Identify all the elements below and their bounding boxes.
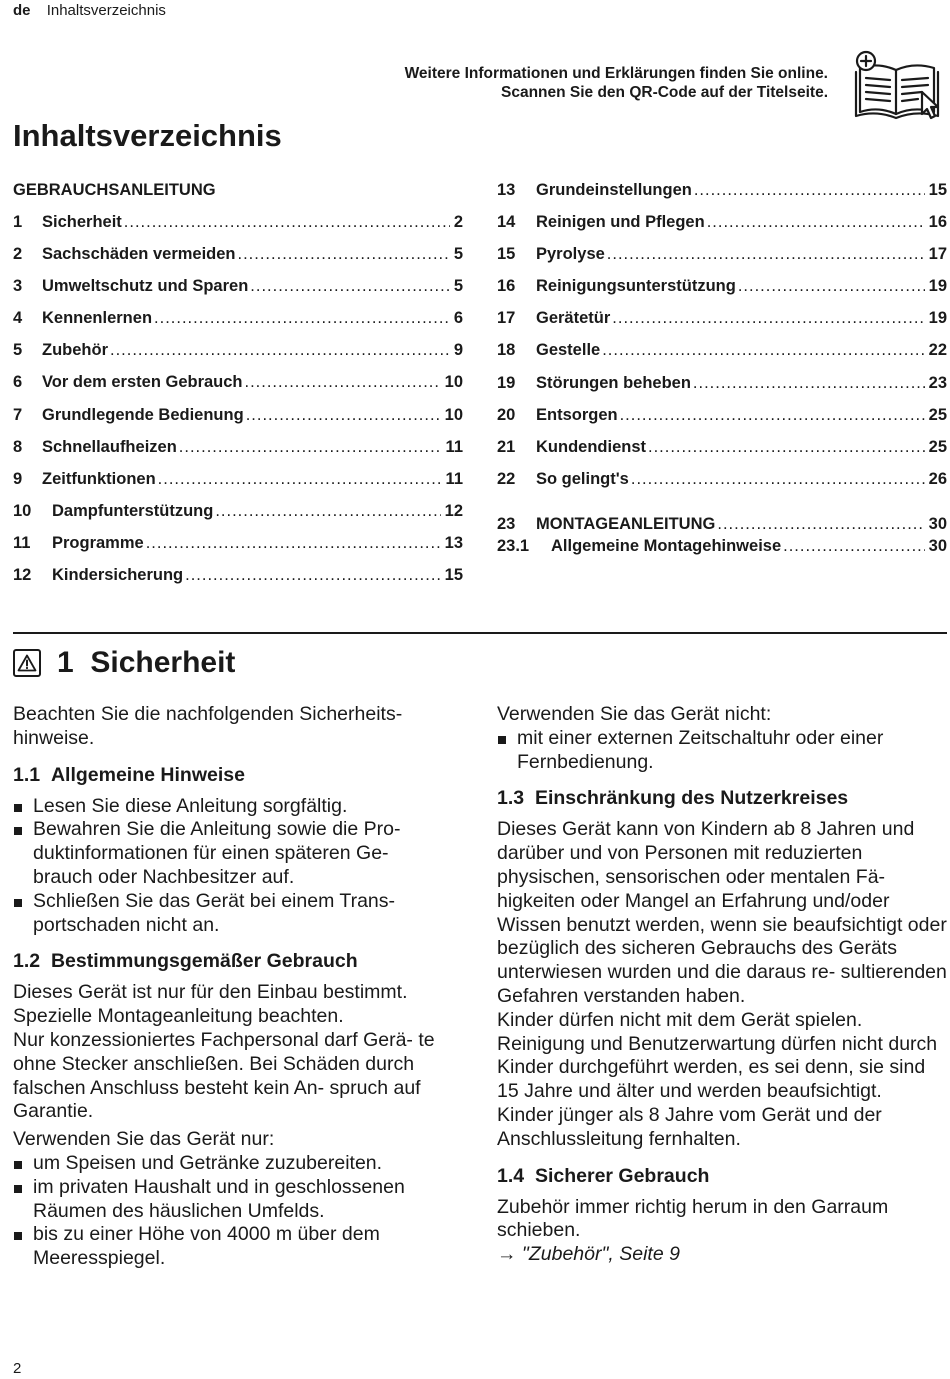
body-right-column [497,703,947,1277]
toc-entry[interactable] [497,465,947,497]
toc-page: 11 [445,469,463,488]
toc-number: 20 [497,405,516,424]
toc-entry[interactable] [13,240,463,272]
subsection-title: Einschränkung des Nutzerkreises [534,787,849,810]
toc-title: Kennenlernen [42,309,153,328]
toc-title: Schnellaufheizen [42,437,177,456]
subsection-number: 1.1 [13,763,41,786]
toc-heading: GEBRAUCHSANLEITUNG [13,181,216,199]
toc-page: 25 [928,405,947,424]
toc-leader-dots [602,336,924,364]
toc-leader-dots [693,369,925,397]
subsection-number: 1.3 [497,787,525,810]
toc-entry[interactable] [497,272,947,304]
toc-entry[interactable] [13,497,463,529]
toc-entry[interactable] [497,433,947,465]
list-item: Bewahren Sie die Anleitung sowie die Pro- duktinformationen für einen späteren Ge- brauch oder Nachbesitzer auf. [13,818,453,889]
toc-leader-dots [110,336,450,364]
toc-leader-dots [245,368,441,396]
subsection-heading-1-2 [13,949,453,973]
running-header [13,2,166,19]
toc-number: 11 [13,533,31,552]
paragraph: Verwenden Sie das Gerät nicht: [497,703,772,725]
running-header-title: Inhaltsverzeichnis [46,2,166,19]
toc-leader-dots [246,401,441,429]
section-heading [13,646,235,680]
toc-leader-dots [607,240,925,268]
toc-number: 23.1 [497,536,530,555]
toc-page: 19 [928,277,947,296]
toc-leader-dots [631,465,925,493]
toc-entry[interactable] [497,240,947,272]
toc-right-column [497,176,947,557]
toc-page: 13 [444,533,463,552]
toc-page: 10 [444,373,463,392]
toc-page: 30 [928,514,947,533]
toc-page: 11 [445,437,463,456]
toc-title: Pyrolyse [536,245,605,264]
toc-entry[interactable] [497,176,947,208]
toc-number: 21 [497,437,516,456]
subsection-title: Sicherer Gebrauch [534,1164,710,1187]
section-number: 1 [57,646,74,679]
toc-title: Störungen beheben [536,373,691,392]
toc-entry[interactable] [497,208,947,240]
toc-entry[interactable] [13,304,463,336]
toc-page: 16 [928,213,947,232]
toc-page: 5 [453,245,463,264]
list-item: mit einer externen Zeitschaltuhr oder einer Fernbedienung. [497,727,947,775]
toc-leader-dots [215,497,440,525]
list-item: im privaten Haushalt und in geschlossenen Räumen des häuslichen Umfelds. [13,1176,453,1224]
cross-reference-link[interactable]: → "Zubehör", Seite 9 [497,1243,680,1266]
language-code: de [13,2,31,19]
open-book-plus-cursor-icon [852,48,944,122]
toc-number: 7 [13,405,23,424]
toc-title: So gelingt's [536,469,629,488]
paragraph: Dieses Gerät ist nur für den Einbau bestimmt. Spezielle Montageanleitung beachten. [13,981,408,1028]
toc-number: 13 [497,181,516,199]
toc-leader-dots [717,513,924,535]
toc-page: 23 [928,373,947,392]
paragraph: Kinder dürfen nicht mit dem Gerät spielen. [497,1008,863,1031]
toc-entry[interactable] [13,401,463,433]
toc-entry[interactable] [497,369,947,401]
toc-entry[interactable] [13,336,463,368]
toc-number: 14 [497,213,516,232]
toc-page: 12 [444,501,463,520]
toc-title: Vor dem ersten Gebrauch [42,373,243,392]
subsection-title: Bestimmungsgemäßer Gebrauch [50,950,358,973]
toc-leader-dots [146,529,441,557]
toc-page: 26 [928,469,947,488]
toc-leader-dots [250,272,450,300]
toc-number: 18 [497,341,516,360]
toc-entry[interactable] [13,208,463,240]
toc-page: 17 [928,245,947,264]
toc-title: Kindersicherung [52,566,184,585]
toc-leader-dots [179,433,442,461]
toc-spacer [497,497,947,513]
bullet-list-usage [13,1152,453,1271]
toc-number: 1 [13,213,23,231]
toc-page: 15 [444,566,463,585]
toc-page: 25 [928,437,947,456]
section-divider [13,632,947,634]
toc-page: 22 [928,341,947,360]
toc-title: Sachschäden vermeiden [42,245,236,264]
intro-line: hinweise. [13,726,95,749]
toc-number: 3 [13,277,23,296]
toc-leader-dots [648,433,925,461]
toc-leader-dots [694,176,925,204]
list-item: bis zu einer Höhe von 4000 m über dem Meeresspiegel. [13,1223,453,1271]
toc-leader-dots [185,561,441,589]
toc-number: 9 [13,469,23,488]
toc-entry[interactable] [497,513,947,535]
toc-number: 5 [13,341,23,360]
paragraph: Reinigung und Benutzerwartung dürfen nicht durch Kinder durchgeführt werden, es sei denn, sie sind 15 Jahre und älter und werden beaufsichtigt. [497,1032,938,1103]
toc-title: Gestelle [536,341,601,360]
toc-page: 19 [928,309,947,328]
toc-number: 19 [497,373,516,392]
online-info-line-2: Scannen Sie den QR-Code auf der Titelseite. [500,84,828,101]
toc-number: 2 [13,245,23,264]
toc-number: 12 [13,566,32,585]
toc-number: 15 [497,245,516,264]
toc-number: 23 [497,514,516,533]
toc-page: 2 [453,213,463,231]
paragraph: Verwenden Sie das Gerät nur: [13,1128,275,1151]
subsection-title: Allgemeine Hinweise [50,763,245,786]
online-info-line-1: Weitere Informationen und Erklärungen finden Sie online. [404,65,828,82]
section-title: Sicherheit [90,646,236,679]
subsection-number: 1.2 [13,950,41,973]
toc-number: 6 [13,373,23,392]
paragraph: Zubehör immer richtig herum in den Garraum schieben. [497,1195,889,1242]
toc-title: Sicherheit [42,213,122,231]
toc-page: 6 [453,309,463,328]
paragraph: Nur konzessioniertes Fachpersonal darf Gerä- te ohne Stecker anschließen. Bei Schäden durch falschen Anschluss besteht kein An- spruch auf Garantie. [13,1028,435,1123]
page-number: 2 [13,1360,22,1377]
toc-leader-dots [238,240,450,268]
toc-number: 16 [497,277,516,296]
toc-title: Grundeinstellungen [536,181,692,199]
toc-page: 15 [928,181,947,199]
intro-line: Beachten Sie die nachfolgenden Sicherheits- [13,703,403,725]
toc-number: 4 [13,309,23,328]
toc-entry[interactable] [13,465,463,497]
subsection-heading-1-1 [13,763,453,787]
toc-leader-dots [154,304,450,332]
subsection-heading-1-3 [497,786,947,810]
toc-title: Gerätetür [536,309,611,328]
toc-entry[interactable] [13,433,463,465]
bullet-list-general [13,795,453,938]
subsection-heading-1-4 [497,1164,947,1188]
toc-page: 5 [453,277,463,296]
bullet-list-not-usage [497,727,947,775]
toc-leader-dots [783,535,925,557]
toc-title: MONTAGEANLEITUNG [536,514,716,533]
toc-title: Reinigungsunterstützung [536,277,736,296]
list-item: Schließen Sie das Gerät bei einem Trans- portschaden nicht an. [13,890,453,938]
toc-title: Dampfunterstützung [52,501,214,520]
toc-entry[interactable] [497,535,947,557]
toc-leader-dots [124,208,450,236]
toc-title: Umweltschutz und Sparen [42,277,249,296]
toc-number: 22 [497,469,516,488]
subsection-number: 1.4 [497,1164,525,1187]
toc-title: Allgemeine Montagehinweise [551,536,782,555]
toc-title: Kundendienst [536,437,646,456]
toc-leader-dots [158,465,442,493]
list-item: um Speisen und Getränke zuzubereiten. [13,1152,453,1176]
paragraph: Dieses Gerät kann von Kindern ab 8 Jahren und darüber und von Personen mit reduzierten physischen, sensorischen oder mentalen Fä- higkeiten oder Mangel an Erfahrung und/oder Wissen benutzt werden, wenn sie beaufsichtigt oder bezüglich des sicheren Gebrauchs des Geräts unterwiesen wurden und die daraus re- sultierenden Gefahren verstanden haben. [497,818,947,1007]
intro-paragraph [13,703,453,751]
toc-entry[interactable] [13,368,463,400]
toc-title: Grundlegende Bedienung [42,405,244,424]
toc-leader-dots [707,208,925,236]
body-left-column [13,703,453,1281]
toc-entry[interactable] [497,401,947,433]
toc-leader-dots [620,401,925,429]
toc-title: Entsorgen [536,405,618,424]
list-item: Lesen Sie diese Anleitung sorgfältig. [13,795,453,819]
page-title: Inhaltsverzeichnis [13,118,282,153]
toc-title: Programme [52,533,144,552]
toc-page: 9 [453,341,463,360]
toc-page: 30 [928,536,947,555]
toc-leader-dots [612,304,924,332]
toc-number: 8 [13,437,23,456]
toc-entry[interactable] [13,529,463,561]
toc-title: Reinigen und Pflegen [536,213,705,232]
paragraph: Kinder jünger als 8 Jahre vom Gerät und der Anschlussleitung fernhalten. [497,1103,882,1150]
toc-number: 10 [13,501,32,520]
toc-title: Zubehör [42,341,108,360]
toc-entry[interactable] [497,304,947,336]
toc-leader-dots [738,272,925,300]
warning-triangle-icon [13,649,41,677]
online-info-note [328,64,828,102]
toc-entry[interactable] [13,561,463,593]
toc-entry[interactable] [13,272,463,304]
toc-entry[interactable] [497,336,947,368]
toc-left-column [13,176,463,593]
toc-title: Zeitfunktionen [42,469,156,488]
toc-page: 10 [444,405,463,424]
toc-number: 17 [497,309,516,328]
